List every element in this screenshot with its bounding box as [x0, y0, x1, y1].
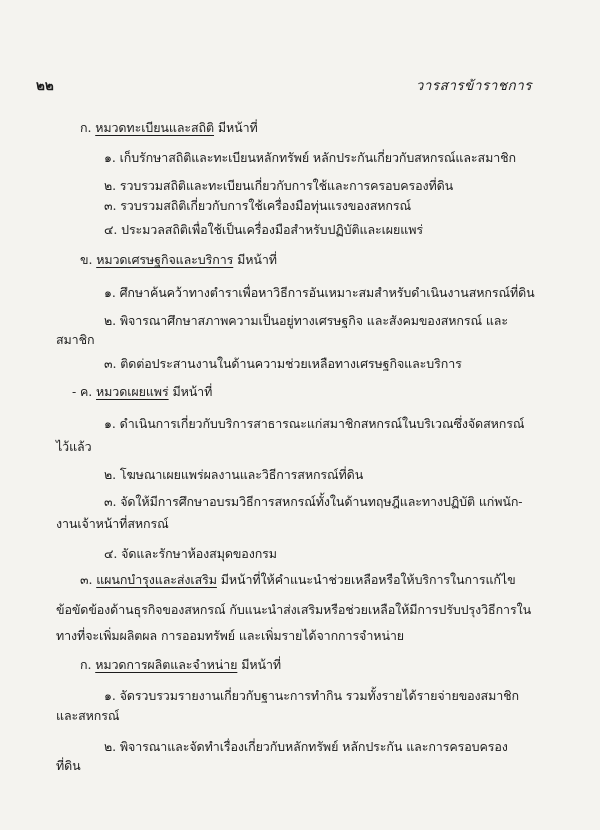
section-3-heading	[80, 570, 516, 590]
section-heading: หมวดการผลิตและจำหน่าย	[95, 657, 238, 672]
page-number: ๒๒	[36, 78, 54, 94]
list-item-continuation: และสหกรณ์	[56, 708, 120, 723]
section-suffix: มีหน้าที่	[237, 252, 277, 267]
section-3ko-heading	[80, 655, 281, 675]
list-item: ๒. รวบรวมสถิติและทะเบียนเกี่ยวกับการใช้และการครอบครองที่ดิน	[104, 178, 454, 193]
list-item-continuation: ที่ดิน	[56, 758, 81, 773]
list-item: ๓. รวบรวมสถิติเกี่ยวกับการใช้เครื่องมือทุ่นแรงของสหกรณ์	[104, 198, 411, 213]
section-label: ๓.	[80, 572, 93, 587]
list-item-continuation: ไว้แล้ว	[56, 439, 92, 454]
section-ko-heading	[80, 118, 258, 138]
section-label: ข.	[80, 252, 93, 267]
section-kho-heading	[80, 250, 277, 270]
list-item: ๑. จัดรวบรวมรายงานเกี่ยวกับฐานะการทำกิน รวมทั้งรายได้รายจ่ายของสมาชิก	[104, 688, 519, 703]
list-item: ๑. ดำเนินการเกี่ยวกับบริการสาธารณะแก่สมาชิกสหกรณ์ในบริเวณซึ่งจัดสหกรณ์	[104, 416, 525, 431]
paragraph-line: ข้อขัดข้องด้านธุรกิจของสหกรณ์ กับแนะนำส่งเสริมหรือช่วยเหลือให้มีการปรับปรุงวิธีการใน	[56, 602, 532, 617]
journal-title: วารสารข้าราชการ	[415, 78, 532, 94]
list-item: ๓. จัดให้มีการศึกษาอบรมวิธีการสหกรณ์ทั้งในด้านทฤษฎีและทางปฏิบัติ แก่พนัก-	[104, 494, 523, 509]
section-suffix: มีหน้าที่	[241, 657, 282, 672]
section-heading: แผนกบำรุงและส่งเสริม	[96, 572, 217, 587]
section-heading: หมวดทะเบียนและสถิติ	[95, 120, 215, 135]
section-suffix: มีหน้าที่	[172, 384, 213, 399]
section-heading: หมวดเศรษฐกิจและบริการ	[96, 252, 234, 267]
section-heading: หมวดเผยแพร่	[96, 384, 169, 399]
list-item-continuation: สมาชิก	[56, 332, 95, 347]
paragraph-line: ทางที่จะเพิ่มผลิตผล การออมทรัพย์ และเพิ่มรายได้จากการจำหน่าย	[56, 628, 405, 643]
section-label: ก.	[80, 657, 92, 672]
list-item: ๒. พิจารณาศึกษาสภาพความเป็นอยู่ทางเศรษฐกิจ และสังคมของสหกรณ์ และ	[104, 313, 508, 328]
section-suffix: มีหน้าที่	[217, 120, 258, 135]
list-item: ๑. ศึกษาค้นคว้าทางตำราเพื่อหาวิธีการอันเหมาะสมสำหรับดำเนินงานสหกรณ์ที่ดิน	[104, 285, 535, 300]
list-item: ๒. พิจารณาและจัดทำเรื่องเกี่ยวกับหลักทรัพย์ หลักประกัน และการครอบครอง	[104, 739, 508, 754]
list-item: ๔. จัดและรักษาห้องสมุดของกรม	[104, 546, 277, 561]
list-item: ๑. เก็บรักษาสถิติและทะเบียนหลักทรัพย์ หลักประกันเกี่ยวกับสหกรณ์และสมาชิก	[104, 150, 516, 165]
list-item: ๓. ติดต่อประสานงานในด้านความช่วยเหลือทางเศรษฐกิจและบริการ	[104, 356, 462, 371]
section-label: ก.	[80, 120, 92, 135]
section-label: - ค.	[72, 384, 93, 399]
list-item-continuation: งานเจ้าหน้าที่สหกรณ์	[56, 516, 169, 531]
list-item: ๔. ประมวลสถิติเพื่อใช้เป็นเครื่องมือสำหรับปฏิบัติและเผยแพร่	[104, 222, 423, 237]
section-suffix: มีหน้าที่ให้คำแนะนำช่วยเหลือหรือให้บริการในการแก้ไข	[220, 572, 516, 587]
section-kho2-heading	[72, 382, 212, 402]
list-item: ๒. โฆษณาเผยแพร่ผลงานและวิธีการสหกรณ์ที่ดิน	[104, 467, 364, 482]
